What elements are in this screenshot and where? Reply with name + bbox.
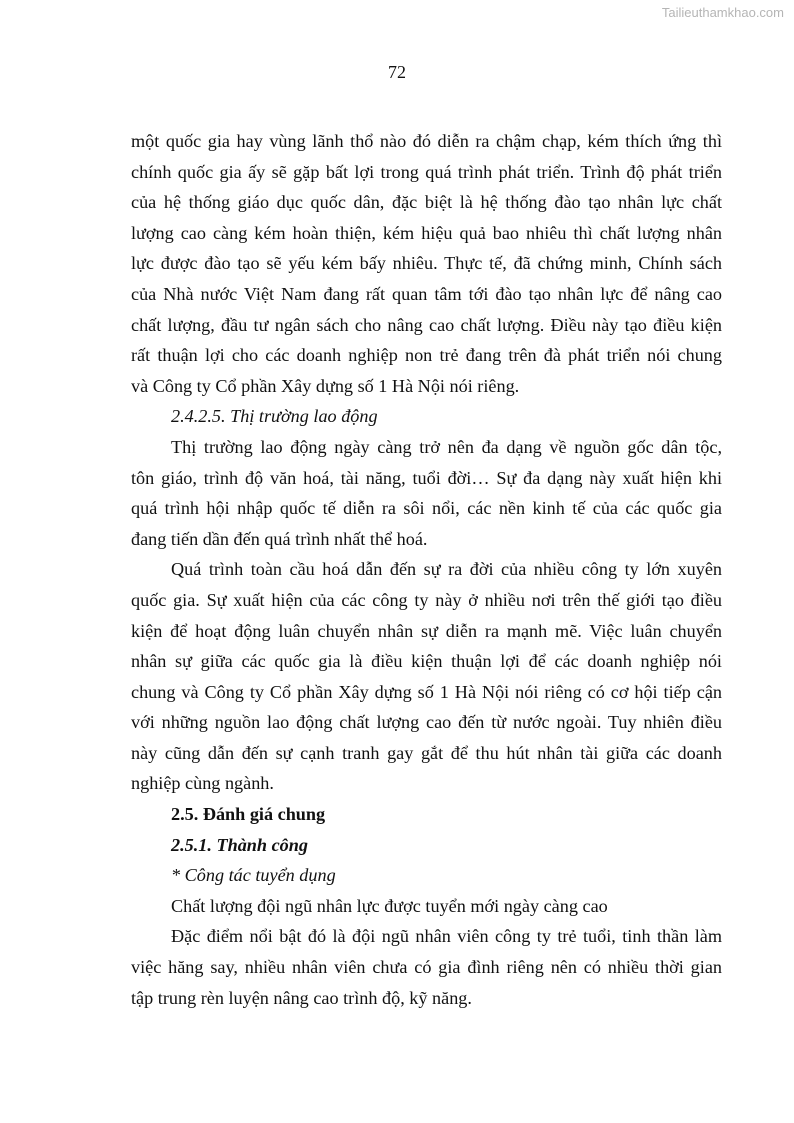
paragraph	[131, 921, 722, 1013]
paragraph	[131, 554, 722, 799]
text-line: rất thuận lợi cho các doanh nghiệp non trẻ đang trên đà phát triển nói chung	[131, 345, 722, 366]
text-line: lượng cao càng kém hoàn thiện, kém hiệu quả bao nhiêu thì chất lượng nhân	[131, 222, 722, 243]
text-line: nghiệp cùng ngành.	[131, 773, 274, 794]
text-line: Thị trường lao động ngày càng trở nên đa dạng về nguồn gốc dân tộc,	[171, 436, 722, 457]
section-heading	[131, 401, 722, 432]
paragraph	[131, 126, 722, 401]
text-line: 2.4.2.5. Thị trường lao động	[171, 406, 378, 427]
text-line: việc hăng say, nhiều nhân viên chưa có gia đình riêng nên có nhiều thời gian	[131, 957, 722, 978]
text-line: 2.5.1. Thành công	[171, 834, 308, 855]
text-line: đang tiến dần đến quá trình nhất thể hoá.	[131, 528, 428, 549]
paragraph	[131, 891, 722, 922]
text-line: này cũng dẫn đến sự cạnh tranh gay gắt để thu hút nhân tài giữa các doanh	[131, 742, 722, 763]
watermark: Tailieuthamkhao.com	[661, 5, 784, 20]
section-heading	[131, 799, 722, 830]
text-line: nhân sự giữa các quốc gia là điều kiện thuận lợi để các doanh nghiệp nói	[131, 651, 722, 672]
text-line: của hệ thống giáo dục quốc dân, đặc biệt là hệ thống đào tạo nhân lực chất	[131, 192, 722, 213]
text-line: chung và Công ty Cổ phần Xây dựng số 1 Hà Nội nói riêng có cơ hội tiếp cận	[131, 681, 722, 702]
section-heading	[131, 830, 722, 861]
text-line: Quá trình toàn cầu hoá dẫn đến sự ra đời của nhiều công ty lớn xuyên	[171, 559, 722, 580]
text-line: 2.5. Đánh giá chung	[171, 804, 326, 825]
text-line: với những nguồn lao động chất lượng cao đến từ nước ngoài. Tuy nhiên điều	[131, 712, 722, 733]
page-number: 72	[388, 62, 406, 82]
text-line: chất lượng, đầu tư ngân sách cho nâng cao chất lượng. Điều này tạo điều kiện	[131, 314, 722, 335]
paragraph	[131, 432, 722, 554]
text-line: quá trình hội nhập quốc tế diễn ra sôi nổi, các nền kinh tế của các quốc gia	[131, 498, 722, 519]
text-line: của Nhà nước Việt Nam đang rất quan tâm tới đào tạo nhân lực để nâng cao	[131, 283, 722, 304]
text-line: và Công ty Cổ phần Xây dựng số 1 Hà Nội nói riêng.	[131, 375, 520, 396]
text-line: tập trung rèn luyện nâng cao trình độ, kỹ năng.	[131, 987, 472, 1008]
text-line: kiện để hoạt động luân chuyển nhân sự diễn ra mạnh mẽ. Việc luân chuyển	[131, 620, 722, 641]
text-line: * Công tác tuyển dụng	[171, 865, 336, 886]
text-line: chính quốc gia ấy sẽ gặp bất lợi trong quá trình phát triển. Trình độ phát triển	[131, 161, 722, 182]
section-heading	[131, 860, 722, 891]
text-line: tôn giáo, trình độ văn hoá, tài năng, tuổi đời… Sự đa dạng này xuất hiện khi	[131, 467, 722, 488]
text-line: quốc gia. Sự xuất hiện của các công ty này ở nhiều nơi trên thế giới tạo điều	[131, 589, 722, 610]
text-line: Đặc điểm nổi bật đó là đội ngũ nhân viên công ty trẻ tuổi, tinh thần làm	[171, 926, 722, 947]
document-body	[131, 126, 722, 1013]
text-line: lực được đào tạo sẽ yếu kém bấy nhiêu. Thực tế, đã chứng minh, Chính sách	[131, 253, 722, 274]
text-line: Chất lượng đội ngũ nhân lực được tuyển mới ngày càng cao	[171, 895, 608, 916]
text-line: một quốc gia hay vùng lãnh thổ nào đó diễn ra chậm chạp, kém thích ứng thì	[131, 131, 722, 151]
